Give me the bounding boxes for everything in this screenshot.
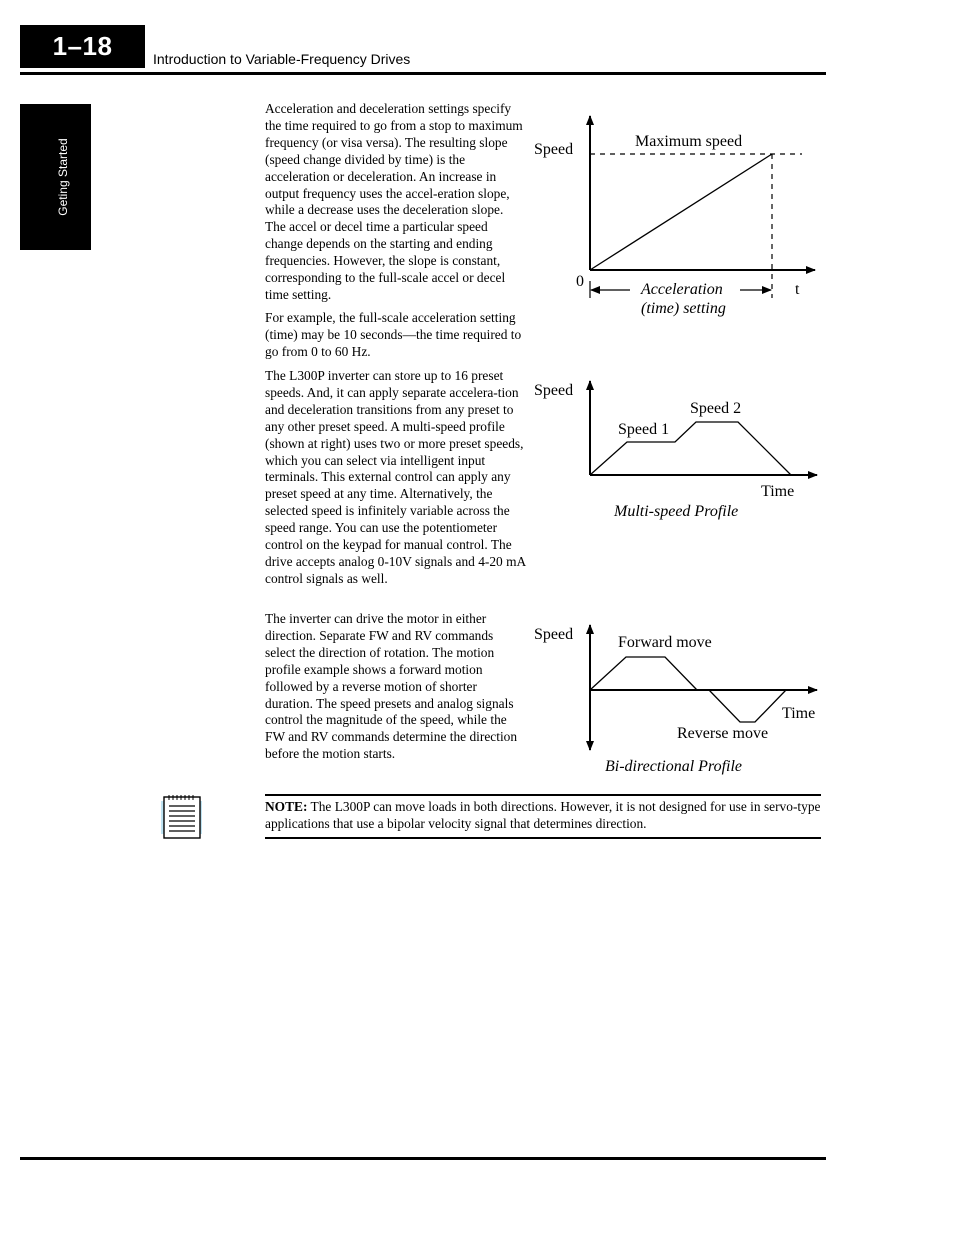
accel-origin-label: 0	[576, 273, 584, 290]
bidir-caption: Bi-directional Profile	[605, 758, 743, 775]
footer-rule	[20, 1157, 826, 1160]
section-tab-label: Geting Started	[56, 138, 70, 216]
bidir-y-label: Speed	[534, 626, 574, 643]
body-paragraph-direction: The inverter can drive the motor in either direction. Separate FW and RV commands select the direction of rotation. The motion profile example shows a forward motion followed by a reverse motion of shorter duration. The speed presets and analog signals control the magnitude of the speed, while the FW and RV commands determine the direction before the motion starts.	[265, 611, 518, 762]
accel-caption-line1: Acceleration	[641, 281, 723, 298]
accel-t-label: t	[795, 281, 800, 298]
note-bottom-rule	[265, 837, 821, 839]
body-paragraph-multispeed: The L300P inverter can store up to 16 preset speeds. And, it can apply separate accelera-tion and deceleration transitions from any preset to any other preset speed. A multi-speed profile (shown at right) uses two or more preset speeds, which you can select via intelligent input terminals. This external control can apply any preset speed at any time. Alternatively, the selected speed is infinitely variable across the speed range. You can use the potentiometer control on the keypad for manual control. The drive accepts analog 0-10V signals and 4-20 mA control signals as well.	[265, 368, 526, 586]
bidir-forward-label: Forward move	[618, 634, 712, 651]
page-number: 1–18	[20, 25, 145, 68]
bidir-x-label: Time	[782, 705, 816, 722]
acceleration-diagram	[534, 116, 815, 317]
multispeed-diagram	[534, 381, 817, 520]
accel-ramp	[590, 154, 772, 270]
bidirectional-diagram	[534, 625, 817, 775]
bidir-reverse-profile	[709, 690, 786, 722]
body-paragraph-example: For example, the full-scale acceleration setting (time) may be 10 seconds—the time required to go from 0 to 60 Hz.	[265, 310, 522, 359]
accel-max-label: Maximum speed	[635, 133, 743, 150]
multi-x-label: Time	[761, 483, 795, 500]
note-body: The L300P can move loads in both directions. However, it is not designed for use in servo-type applications that use a bipolar velocity signal that determines direction.	[265, 799, 821, 831]
notepad-icon	[158, 793, 206, 841]
note-label: NOTE:	[265, 799, 308, 814]
multi-y-label: Speed	[534, 382, 574, 399]
note-top-rule	[265, 794, 821, 796]
multi-speed2-label: Speed 2	[690, 400, 742, 417]
bidir-reverse-label: Reverse move	[677, 725, 769, 742]
multi-caption: Multi-speed Profile	[614, 503, 739, 520]
bidir-forward-profile	[590, 657, 697, 690]
accel-y-label: Speed	[534, 141, 574, 158]
page-header-title: Introduction to Variable-Frequency Drives	[153, 51, 411, 67]
body-paragraph-acceleration: Acceleration and deceleration settings specify the time required to go from a stop to maximum frequency (or visa versa). The resulting slope (speed change divided by time) is the acceleration or deceleration. An increase in output frequency uses the accel-eration slope, while a decrease uses the deceleration slope. The accel or decel time a particular speed change depends on the starting and ending frequencies. However, the slope is constant, corresponding to the full-scale accel or decel time setting.	[265, 101, 523, 302]
accel-caption-line2: (time) setting	[641, 300, 726, 317]
multi-speed1-label: Speed 1	[618, 421, 670, 438]
note-text	[265, 798, 821, 832]
